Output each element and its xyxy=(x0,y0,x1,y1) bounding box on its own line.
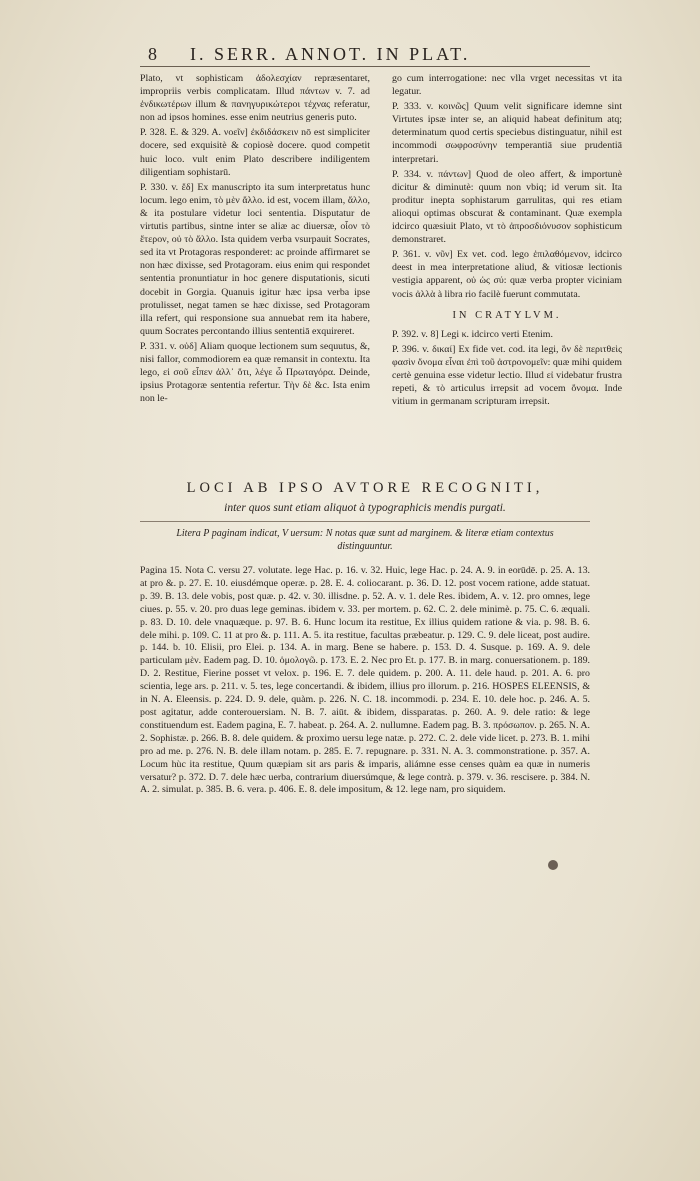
right-column xyxy=(392,72,622,410)
section-rule xyxy=(140,521,590,522)
right-paragraph: P. 392. v. 8] Legi κ. idcirco verti Etenim. xyxy=(392,328,553,340)
left-paragraph: Plato, vt sophisticam ἀδολεσχίαν repræsentaret, impropriis verbis complicatam. Illud πάντων v. 7. ad ἐνδικωτέρων illum & πανηγυρικώτεροι τέχνας referatur, non ad ipsos homines. esse enim neutrius generis puto. xyxy=(140,73,370,124)
errata-list: Pagina 15. Nota C. versu 27. volutate. lege Hac. p. 16. v. 32. Huic, lege Hac. p. 24. A. 9. in eorūdē. p. 25. A. 13. at pro &. p. 27. E. 10. eiusdémque operæ. p. 28. E. 4. coliocarant. p. 36. D. 12. post vocem ratione, adde statuat. p. 39. B. 13. dele vobis, post quæ. p. 42. v. 30. illisdne. p. 52. A. v. 1. dele Res. ibidem, A. v. 12. pro omnes, lege ciues. p. 55. v. 20. pro duas lege geminas. ibidem v. 33. per mortem. p. 62. C. 2. dele minimè. p. 75. C. 6. æquali. p. 83. D. 10. dele vnaquæque. p. 97. B. 6. Hunc locum ita restitue, Ex illius quidem ratione & via. p. 98. B. 6. dele mihi. p. 109. C. 11 at pro &. p. 111. A. 5. ita restitue, facultas præbeatur. p. 129. C. 9. dele liceat, post audire. p. 144. b. 10. Elisii, pro Elei. p. 134. A. in marg. Bene se habere. p. 153. D. 4. Susque. p. 169. A. 9. dele particulam μὲν. Eadem pag. D. 10. ὁμολογῶ. p. 173. E. 2. Nec pro Et. p. 177. B. in marg. conuersationem. p. 189. D. 2. Restitue, Fierine posset vt velox. p. 196. E. 7. dele quidem. p. 200. A. 11. dele haud. p. 201. A. 6. pro scientia, lege ars. p. 211. v. 5. tes, lege concertandi. & ibidem, illius pro illorum. p. 216. HOSPES ELEENSIS, & in N. A. Eleensis. p. 224. D. 9. dele, quàm. p. 226. N. C. 18. incommodi. p. 234. E. 10. dele hoc. p. 246. A. 5. post agitatur, adde conterouersiam. N. B. 7. aiūt. & ibidem, dissparatas. p. 260. A. 9. dele ratio: & lege constituendum est. Eadem pagina, E. 7. habeat. p. 264. A. 2. nullumne. Eadem pag. B. 3. πρόσωπον. p. 265. N. A. 2. Sophistæ. p. 266. B. 8. dele quidem. & proximo uersu lege natæ. p. 272. C. 2. dele vide licet. p. 273. B. 1. mihi pro ad me. p. 276. N. B. dele illam notam. p. 285. E. 7. repugnare. p. 331. N. A. 3. commonstratione. p. 357. A. Locum hùc ita restitue, Quum quæpiam sit ars paris & imparis, aliámne esse censes quàm ea quæ in numeris versatur? p. 372. D. 7. dele hæc uerba, contrarium diuersúmque, & lege contrà. p. 379. v. 36. rescisere. p. 384. N. A. 2. simulat. p. 385. B. 6. vera. p. 406. E. 8. dele impositum, & 12. lege nam, pro siquidem. xyxy=(140,565,590,796)
section-title: LOCI AB IPSO AVTORE RECOGNITI, xyxy=(186,480,544,496)
running-head: I. SERR. ANNOT. IN PLAT. xyxy=(190,44,471,64)
left-paragraph: P. 328. E. & 329. A. νοεῖν] ἐκδιδάσκειν nō est simpliciter docere, sed exquisitè & copiosè docere. quod competit huic loco. vult enim Plato describere indiligentem diligentiam sophistarū. xyxy=(140,127,370,178)
cratylus-heading: IN CRATYLVM. xyxy=(452,309,562,321)
right-paragraph: P. 333. v. κοινῶς] Quum velit significare idemne sint Virtutes ipsæ inter se, an aliquid habeat definitum atq; determinatum quod certis speciebus distinguatur, nihil est incommodi σωφροσύνην temperantiā siue prudentiā interpretari. xyxy=(392,101,622,165)
right-paragraph: P. 361. v. νῦν] Ex vet. cod. lego ἐπιλαθόμενον, idcirco deest in mea interpretatione aliud, & vitiosæ lectionis vestigia apparent, οὐ ὡς σύ: quæ verba propter viciniam vocis ἀλλὰ à libra rio facilè fuerunt commutata. xyxy=(392,249,622,300)
left-column xyxy=(140,72,370,407)
ink-spot-ornament xyxy=(548,860,558,870)
page-number: 8 xyxy=(148,44,157,64)
right-paragraph: P. 334. v. πάντων] Quod de oleo affert, & importunè dicitur & diminutè: quum non vbiq; id verum sit. Ita proditur inepta sophistarum garrulitas, qui res etiam alioqui optimas obscurat & contaminant. Quæ exempla idcirco quæsiuit Plato, vt τὸ ἀπροσδιόνυσον sophisticum demonstraret. xyxy=(392,168,622,246)
left-paragraph: P. 331. v. οὐδ] Aliam quoque lectionem sum sequutus, &, nisi fallor, commodiorem ea quæ remansit in contextu. Ita lego, εἰ σοῦ εἶπεν ἀλλ᾽ ὅτι, λέγε ὦ Πρωταγόρα. Deinde, ipsius Protagoræ sententia refertur. Τὴν δὲ &c. Ista enim non le- xyxy=(140,340,370,405)
left-paragraph: P. 330. v. ἔδ] Ex manuscripto ita sum interpretatus hunc locum. lego enim, τὸ μὲν ἄλλο. id est, vocem illam, ἄλλο, & ita postulare videtur loci sententia. Disputatur de virtutis partibus, sintne inter se aliæ ac diuersæ, οἷον τὸ ἕτερον, οὐ τὸ ἄλλο. Ista quidem verba vsurpauit Socrates, sed ita vt Protagoras responderet: ac proinde affirmaret se non hæc dixisse, sed Protagoram. eius enim qui respondet sententia pronuntiatur in hoc genere disputationis, sicuti docebit in Gorgia. Quanuis igitur hæc ipsa verba ipse protulisset, negat tamen se hæc dixisse, sed Protagoram illa refert, qui responsione sua annuebat rem ita habere, quum Socrates percontando illius sententiā exquireret. xyxy=(140,181,370,337)
section-subtitle: inter quos sunt etiam aliquot à typographicis mendis purgati. xyxy=(224,502,506,514)
right-paragraph: P. 396. v. δικαί] Ex fide vet. cod. ita legi, ὃν δὲ περιτθεὶς φασὶν ὄνομα εἶναι ἐπὶ τοῦ ἀστρονομεῖν: quæ mihi quidem certè genuina esse videtur lectio. Illud εἰ videbatur frustra repeti, & τὸ articulus irrepsit ad vocem ὄνομα. Inde vitium in germanam scripturam irrepsit. xyxy=(392,343,622,408)
errata-legend: Litera P paginam indicat, V uersum: N notas quæ sunt ad marginem. & literæ etiam contextus distinguuntur. xyxy=(176,528,554,552)
right-paragraph: go cum interrogatione: nec vlla vrget necessitas vt ita legatur. xyxy=(392,73,622,98)
header-rule xyxy=(140,66,590,67)
